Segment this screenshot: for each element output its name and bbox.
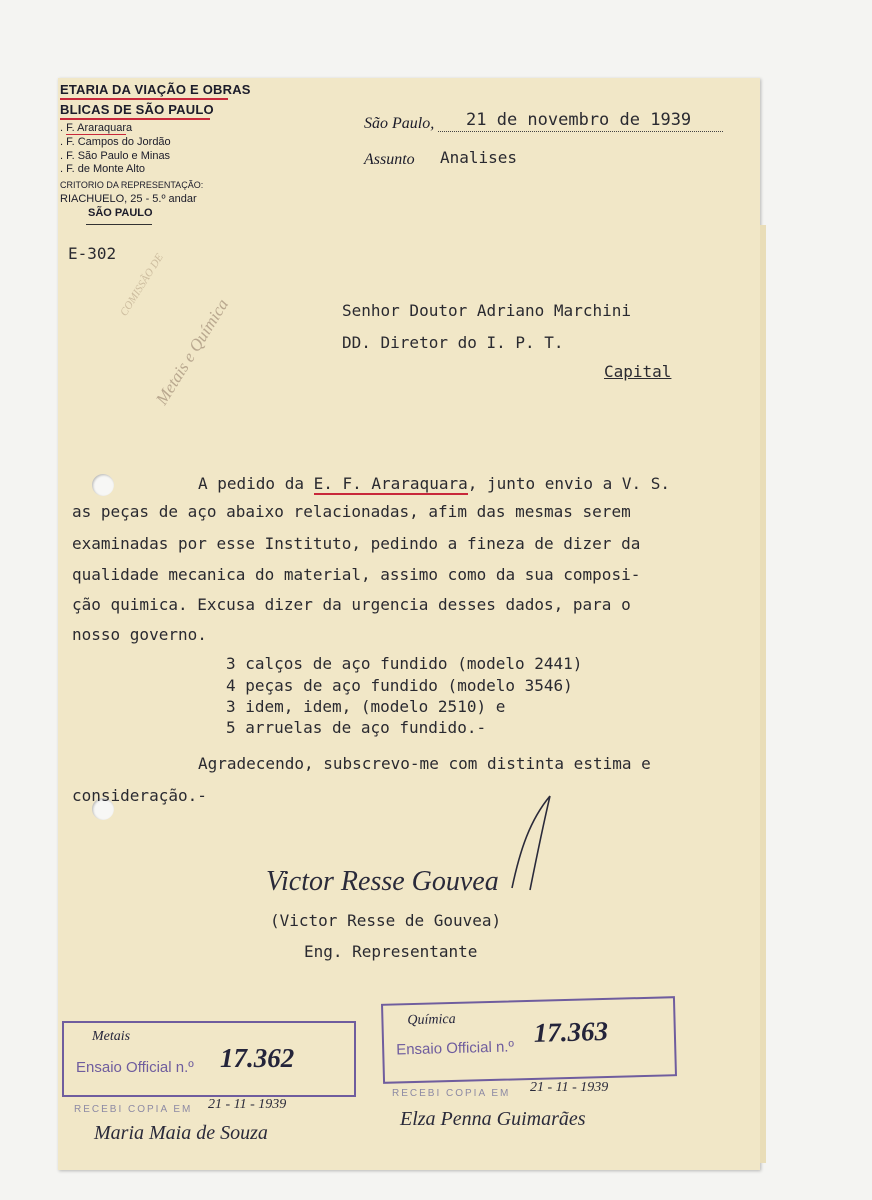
letterhead-underline-1 xyxy=(60,98,228,100)
stamp-label: Ensaio Official n.º xyxy=(395,1038,515,1059)
receiver-signature: Elza Penna Guimarães xyxy=(400,1108,586,1130)
item-line: 4 peças de aço fundido (modelo 3546) xyxy=(226,676,573,695)
item-line: 3 idem, idem, (modelo 2510) e xyxy=(226,697,506,716)
stamp-number: 17.362 xyxy=(220,1043,295,1073)
signatory-name: (Victor Resse de Gouvea) xyxy=(270,911,502,930)
addressee-city: Capital xyxy=(604,362,672,381)
margin-note-handwritten: Metais e Química xyxy=(152,295,233,409)
body-line: nosso governo. xyxy=(72,625,207,644)
body-lead-rest: , junto envio a V. S. xyxy=(467,474,671,493)
signatory-role: Eng. Representante xyxy=(304,942,478,961)
item-line: 5 arruelas de aço fundido.- xyxy=(226,718,487,737)
letterhead-underline-2 xyxy=(60,118,210,120)
stamp-section: Metais xyxy=(92,1029,131,1044)
stamp-number: 17.363 xyxy=(533,1015,609,1048)
railway-item: . F. Campos do Jordão xyxy=(60,136,171,148)
letterhead-rule xyxy=(86,224,152,225)
margin-note-stamp: COMISSÃO DE xyxy=(118,251,166,319)
subject-value: Analises xyxy=(440,148,518,167)
item-line: 3 calços de aço fundido (modelo 2441) xyxy=(226,654,583,673)
signature-handwritten: Victor Resse Gouvea xyxy=(266,866,499,897)
office-label: CRITORIO DA REPRESENTAÇÃO: xyxy=(60,180,204,190)
addressee-title: DD. Diretor do I. P. T. xyxy=(342,333,564,352)
reference-code: E-302 xyxy=(68,244,117,263)
closing-line1: Agradecendo, subscrevo-me com distinta estima e xyxy=(198,754,651,773)
body-lead: A pedido da xyxy=(198,474,314,493)
office-address: RIACHUELO, 25 - 5.º andar xyxy=(60,193,197,205)
date-value: 21 de novembro de 1939 xyxy=(466,110,692,130)
punch-hole-top xyxy=(92,474,114,496)
receipt-label: RECEBI COPIA EM xyxy=(74,1104,193,1115)
letterhead-line1: ETARIA DA VIAÇÃO E OBRAS xyxy=(60,82,251,97)
stamp-section: Química xyxy=(407,1011,456,1029)
railway-item: . F. Araraquara xyxy=(60,122,133,134)
receipt-date: 21 - 11 - 1939 xyxy=(208,1097,287,1112)
body-line: qualidade mecanica do material, assimo como da sua composi- xyxy=(72,565,641,584)
subject-label: Assunto xyxy=(364,151,415,168)
test-stamp-quimica xyxy=(381,996,677,1084)
test-stamp-metais xyxy=(62,1021,356,1097)
receipt-label: RECEBI COPIA EM xyxy=(392,1088,511,1099)
railway-item: . F. de Monte Alto xyxy=(60,163,145,175)
closing-line2: consideração.- xyxy=(72,786,207,805)
paper-edge xyxy=(760,225,766,1163)
office-city: SÃO PAULO xyxy=(88,207,153,219)
date-city: São Paulo, xyxy=(364,115,435,132)
letterhead-line2: BLICAS DE SÃO PAULO xyxy=(60,102,214,117)
body-first-line xyxy=(198,474,670,493)
signature-flourish xyxy=(490,790,570,900)
receiver-signature: Maria Maia de Souza xyxy=(94,1122,268,1144)
addressee-name: Senhor Doutor Adriano Marchini xyxy=(342,301,631,320)
receipt-date: 21 - 11 - 1939 xyxy=(530,1080,609,1095)
company-name: E. F. Araraquara xyxy=(313,474,468,493)
body-line: as peças de aço abaixo relacionadas, afim das mesmas serem xyxy=(72,502,631,521)
date-dotline xyxy=(438,131,723,132)
body-line: examinadas por esse Instituto, pedindo a fineza de dizer da xyxy=(72,534,641,553)
railway-item: . F. São Paulo e Minas xyxy=(60,150,171,162)
railway-underline xyxy=(66,134,126,135)
body-line: ção quimica. Excusa dizer da urgencia desses dados, para o xyxy=(72,595,631,614)
stamp-label: Ensaio Official n.º xyxy=(76,1059,194,1076)
